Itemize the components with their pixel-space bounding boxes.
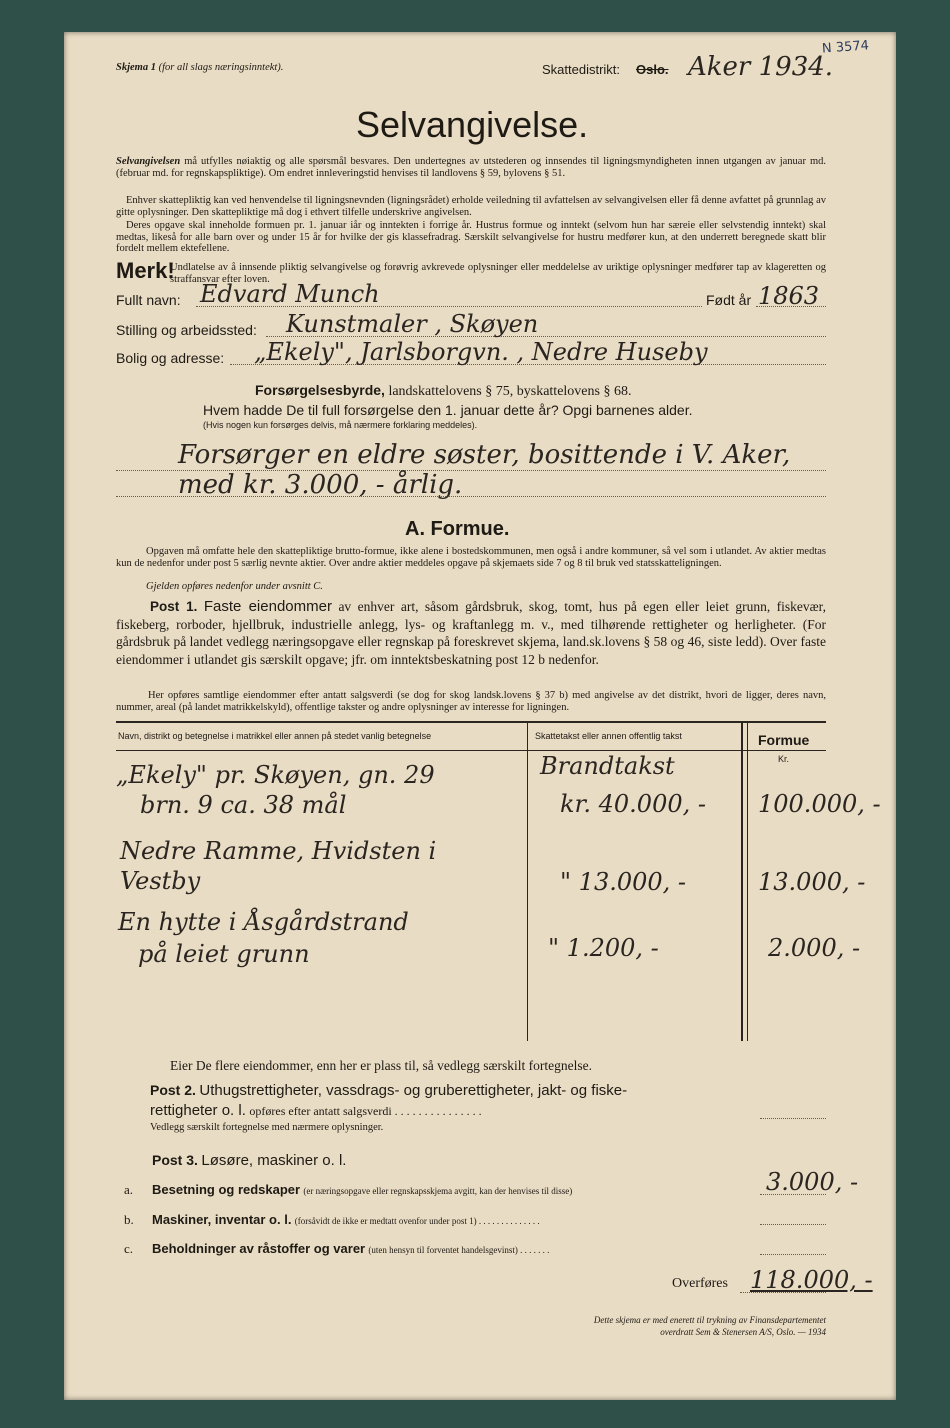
- tax-district-label: Skattedistrikt:: [542, 62, 621, 77]
- support-heading: Forsørgelsesbyrde, landskattelovens § 75, byskattelovens § 68.: [255, 382, 632, 399]
- intro-paragraph-3: Deres opgave skal inneholde formuen pr. 1. januar iår og inntekten i forrige år. Hustrus formue og inntekt (selvom hun har særeie eller selvstendig inntekt) skal medtas, likeså for alle barn over og under 15 år for hvilke der gis klassefradrag. Særskilt selvangivelse for hustru medfører kun, at den underrett beregnede skatt blir fordelt mellem ektefellene.: [116, 220, 826, 254]
- full-name-value: Edvard Munch: [200, 280, 380, 308]
- section-a-heading: A. Formue.: [405, 518, 510, 540]
- tax-district-handwritten: Aker 1934.: [688, 52, 834, 82]
- full-name-label: Fullt navn:: [116, 292, 181, 308]
- birth-year-value: 1863: [758, 282, 820, 310]
- birth-year-label: Født år: [706, 292, 752, 308]
- print-notice: Dette skjema er med enerett til trykning av Finansdepartementet overdratt Sem & Stenersen A/S, Oslo. — 1934: [593, 1315, 826, 1337]
- intro-paragraph-1: Selvangivelsen må utfylles nøiaktig og alle spørsmål besvares. Den undertegnes av utstederen og innsendes til ligningsmyndigheten innen utgangen av januar md. (februar md. for regnskapspliktige). Om endret innleveringstid henvises til landlovens § 59, bylovens § 51.: [116, 156, 827, 179]
- post-2-line-2: rettigheter o. l. opføres efter antatt salgsverdi . . . . . . . . . . . . . . .: [150, 1102, 482, 1119]
- occupation-label: Stilling og arbeidssted:: [116, 322, 257, 338]
- property-1-wealth: 100.000, -: [758, 790, 881, 818]
- page-title: Selvangivelse.: [356, 104, 589, 145]
- post-3-a: a. Besetning og redskaper (er næringsopgave eller regnskapsskjema avgitt, kan der henvises til disse): [124, 1182, 573, 1197]
- property-1-valuation: kr. 40.000, -: [560, 790, 706, 818]
- support-answer-line-1: Forsørger en eldre søster, bosittende i V. Aker,: [178, 440, 791, 470]
- property-3-wealth: 2.000, -: [768, 934, 861, 962]
- post-3-b: b. Maskiner, inventar o. l. (forsåvidt de ikke er medtatt ovenfor under post 1) . . . . . . . . . . . . . .: [124, 1212, 540, 1227]
- post-3-c: c. Beholdninger av råstoffer og varer (uten hensyn til forventet handelsgevinst) . . . . . . .: [124, 1241, 550, 1256]
- table-header-wealth: Formue: [758, 732, 810, 748]
- more-properties-note: Eier De flere eiendommer, enn her er plass til, så vedlegg særskilt fortegnelse.: [170, 1058, 592, 1073]
- post-1-text: Post 1. Faste eiendommer av enhver art, såsom gårdsbruk, skog, tomt, hus på egen eller leiet grunn, fiskevær, fiskeberg, rorboder, hjellbruk, industrielle anlegg, lys- og kraftanlegg m. v., med tilhørende rettigheter og herligheter. (For gårdsbruk på landet vedlegg næringsopgave eller regnskap på foreskrevet skjema, land.sk.lovens § 58 og 46, siste ledd). Over faste eiendommer i utlandet gis særskilt opgave; jfr. om inntektsbeskatning post 12 b nedenfor.: [116, 598, 827, 667]
- property-2-description: Nedre Ramme, Hvidsten i Vestby: [120, 837, 437, 895]
- section-a-intro: Opgaven må omfatte hele den skattepliktige brutto-formue, ikke alene i bostedskommunen, men også i andre kommuner, så vel som i utlandet. Av aktier medtas kun de nedenfor under post 5 særlig nevnte aktier. Over andre aktier meddeles opgave på skjemaets side 7 og 8 til bruk ved statsskatteligningen.: [116, 546, 826, 569]
- post-3-heading: Post 3. Løsøre, maskiner o. l.: [152, 1152, 347, 1169]
- tax-district-struck: Oslo.: [636, 62, 669, 77]
- merk-label: Merk!: [116, 258, 175, 283]
- table-header-name: Navn, distrikt og betegnelse i matrikkel eller annen på stedet vanlig betegnelse: [118, 731, 432, 741]
- property-2-valuation: " 13.000, -: [560, 868, 687, 896]
- post-3-a-value: 3.000, -: [766, 1168, 859, 1196]
- archive-number: N 3574: [821, 38, 870, 57]
- table-header-valuation: Skattetakst eller annen offentlig takst: [535, 731, 682, 741]
- section-a-debt-note: Gjelden opføres nedenfor under avsnitt C.: [146, 581, 323, 592]
- occupation-value: Kunstmaler , Skøyen: [286, 310, 539, 338]
- table-header-unit: Kr.: [778, 754, 790, 764]
- post-2-line-1: Post 2. Uthugstrettigheter, vassdrags- og gruberettigheter, jakt- og fiske-: [150, 1082, 628, 1099]
- support-answer-line-2: med kr. 3.000, - årlig.: [178, 470, 463, 500]
- property-2-wealth: 13.000, -: [758, 868, 866, 896]
- property-3-description: En hytte i Åsgårdstrand på leiet grunn: [118, 908, 409, 968]
- intro-paragraph-2: Enhver skattepliktig kan ved henvendelse til ligningsnevnden (ligningsrådet) erholde veiledning til avfattelsen av selvangivelsen eller få denne avfattet på grunnlag av gitte oplysninger. Den skattepliktige må dog i ethvert tilfelle underskrive angivelsen.: [116, 195, 826, 218]
- post-1-instruction: Her opføres samtlige eiendommer efter antatt salgsverdi (se dog for skog landsk.lovens § 37 b) med angivelse av det distrikt, hvori de ligger, deres navn, nummer, areal (på landet matrikkelskyld), offentlige takster og andre oplysninger av interesse for ligningen.: [116, 690, 826, 713]
- carried-forward-label: Overføres: [672, 1276, 728, 1291]
- support-note: (Hvis nogen kun forsørges delvis, må nærmere forklaring meddeles).: [203, 420, 478, 430]
- address-label: Bolig og adresse:: [116, 350, 225, 366]
- property-3-valuation: " 1.200, -: [548, 934, 659, 962]
- carried-forward-value: 118.000, -: [750, 1266, 873, 1294]
- valuation-type: Brandtakst: [540, 752, 675, 780]
- property-1-description: „Ekely" pr. Skøyen, gn. 29 brn. 9 ca. 38 mål: [116, 761, 435, 819]
- support-question: Hvem hadde De til full forsørgelse den 1. januar dette år? Opgi barnenes alder.: [203, 402, 693, 418]
- post-2-attachment-note: Vedlegg særskilt fortegnelse med nærmere oplysninger.: [150, 1122, 384, 1133]
- schema-label: Skjema 1 (for all slags næringsinntekt).: [116, 62, 284, 73]
- address-value: „Ekely", Jarlsborgvn. , Nedre Huseby: [254, 338, 708, 366]
- merk-text: Undlatelse av å innsende pliktig selvangivelse og forøvrig avkrevede oplysninger eller meddelelse av uriktige oplysninger medfører tap av klageretten og straffansvar efter loven.: [170, 262, 826, 285]
